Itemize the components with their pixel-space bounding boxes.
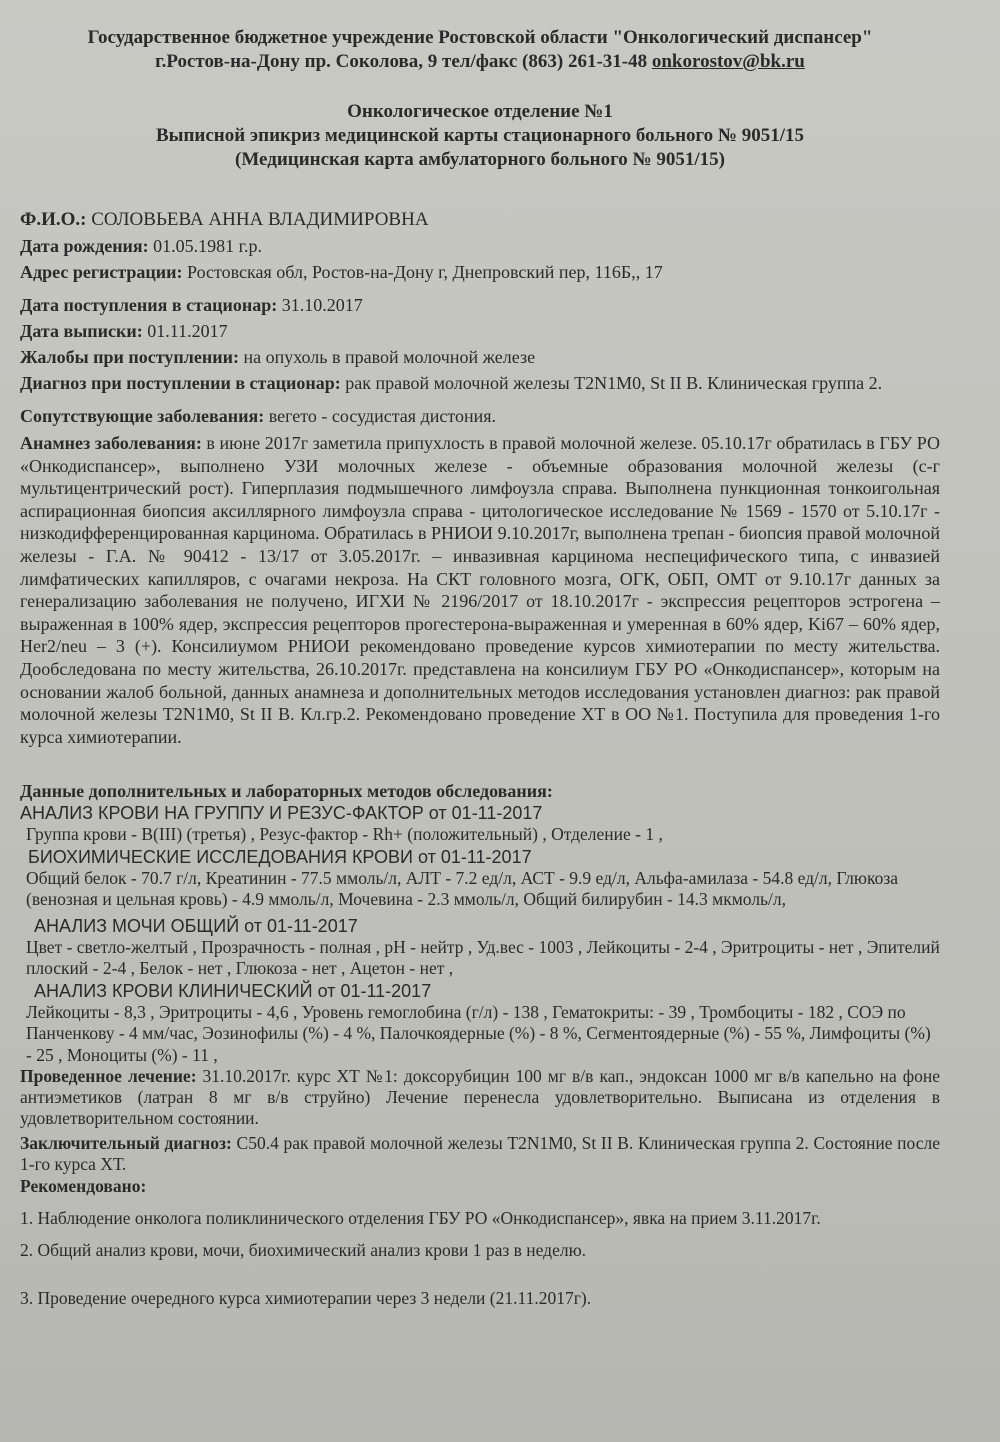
address-field [20, 261, 940, 284]
anamnesis-paragraph [20, 432, 940, 748]
document-subtitle: (Медицинская карта амбулаторного больного № 9051/15) [235, 149, 725, 170]
final-diagnosis-paragraph [20, 1133, 940, 1175]
final-diagnosis-label: Заключительный диагноз: [20, 1133, 232, 1154]
address-value: Ростовская обл, Ростов-на-Дону г, Днепровский пер, 116Б,, 17 [182, 262, 663, 282]
blood-group-title: АНАЛИЗ КРОВИ НА ГРУППУ И РЕЗУС-ФАКТОР от 01-11-2017 [20, 803, 543, 824]
diagnosis-label: Диагноз при поступлении в стационар: [20, 373, 341, 393]
address-label: Адрес регистрации: [20, 262, 183, 282]
urine-text: Цвет - светло-желтый , Прозрачность - полная , pH - нейтр , Уд.вес - 1003 , Лейкоциты - 2-4 , Эритроциты - нет , Эпителий плоский - 2-4 , Белок - нет , Глюкоза - нет , Ацетон - нет , [26, 936, 940, 979]
treatment-label: Проведенное лечение: [20, 1066, 197, 1087]
final-diagnosis-text: C50.4 рак правой молочной железы T2N1M0, St II B. Клиническая группа 2. Состояние после 1-го курса ХТ. [20, 1133, 940, 1175]
discharge-label: Дата выписки: [20, 321, 143, 341]
cbc-title: АНАЛИЗ КРОВИ КЛИНИЧЕСКИЙ от 01-11-2017 [34, 980, 432, 1001]
biochem-text: Общий белок - 70.7 г/л, Креатинин - 77.5 ммоль/л, АЛТ - 7.2 ед/л, АСТ - 9.9 ед/л, Альфа-амилаза - 54.8 ед/л, Глюкоза (венозная и цельная кровь) - 4.9 ммоль/л, Мочевина - 2.3 ммоль/л, Общий билирубин - 14.3 мкмоль/л, [26, 867, 899, 910]
recommendation-item-3: 3. Проведение очередного курса химиотерапии через 3 недели (21.11.2017г). [20, 1288, 592, 1309]
anamnesis-text: в июне 2017г заметила припухлость в правой молочной железе. 05.10.17г обратилась в ГБУ РО «Онкодиспансер», выполнено УЗИ молочных железе - объемные образования молочной железы (с-г мультицентрический рост). Гиперплазия подмышечного лимфоузла справа. Выполнена пункционная тонкоигольная аспирационная биопсия аксиллярного лимфоузла справа - цитологическое исследование № 1569 - 1570 от 5.10.17г - низкодифференцированная карцинома. Обратилась в РНИОИ 9.10.2017г, выполнена трепан - биопсия правой молочной железы - Г.А. № 90412 - 13/17 от 3.05.2017г. – инвазивная карцинома неспецифического типа, с инвазией лимфатических капилляров, с очагами некроза. На СКТ головного мозга, ОГК, ОБП, ОМТ от 9.10.17г данных за генерализацию заболевания не получено, ИГХИ № 2196/2017 от 18.10.2017г - экспрессия рецепторов эстрогена – выраженная в 100% ядер, экспрессия рецепторов прогестерона-выраженная и умеренная в 60% ядер, Ki67 – 60% ядер, Her2/neu – 3 (+). Консилиумом РНИОИ рекомендовано проведение курсов химиотерапии по месту жительства. Дообследована по месту жительства, 26.10.2017г. представлена на консилиум ГБУ РО «Онкодиспансер», которым на основании жалоб больной, данных анамнеза и дополнительных методов исследования установлен диагноз: рак правой молочной железы T2N1M0, St II B. Кл.гр.2. Рекомендовано проведение ХТ в ОО №1. Поступила для проведения 1-го курса химиотерапии. [20, 433, 940, 747]
comorbid-value: вегето - сосудистая дистония. [264, 406, 497, 426]
institution-header [20, 26, 940, 74]
comorbid-label: Сопутствующие заболевания: [20, 406, 265, 426]
birth-value: 01.05.1981 г.р. [148, 236, 263, 256]
discharge-value: 01.11.2017 [142, 321, 228, 341]
birth-label: Дата рождения: [20, 236, 149, 256]
biochem-title: БИОХИМИЧЕСКИЕ ИССЛЕДОВАНИЯ КРОВИ от 01-11-2017 [28, 846, 532, 867]
urine-title: АНАЛИЗ МОЧИ ОБЩИЙ от 01-11-2017 [34, 915, 358, 936]
treatment-paragraph [20, 1066, 940, 1129]
labs-title: Данные дополнительных и лабораторных методов обследования: [20, 781, 553, 802]
anamnesis-label: Анамнез заболевания: [20, 433, 202, 453]
institution-contacts [20, 50, 940, 74]
institution-email: onkorostov@bk.ru [651, 51, 805, 72]
blood-group-text: Группа крови - В(III) (третья) , Резус-фактор - Rh+ (положительный) , Отделение - 1 , [26, 824, 663, 845]
birth-date-field [20, 235, 940, 258]
diagnosis-value: рак правой молочной железы T2N1M0, St II B. Клиническая группа 2. [340, 373, 883, 393]
comorbid-field [20, 405, 940, 428]
document-title-block [20, 100, 940, 172]
fio-label: Ф.И.О.: [20, 209, 87, 230]
document-title: Выписной эпикриз медицинской карты стационарного больного № 9051/15 [155, 125, 805, 146]
treatment-text: 31.10.2017г. курс ХТ №1: доксорубицин 100 мг в/в кап., эндоксан 1000 мг в/в капельно на фоне антиэметиков (латран 8 мг в/в струйно) Лечение перенесла удовлетворительно. Выписана из отделения в удовлетворительном состоянии. [20, 1066, 940, 1129]
fio-value: СОЛОВЬЕВА АННА ВЛАДИМИРОВНА [86, 209, 429, 230]
department-name: Онкологическое отделение №1 [347, 101, 613, 122]
recommendations-block [20, 1175, 940, 1309]
recommendation-item-1: 1. Наблюдение онколога поликлинического отделения ГБУ РО «Онкодиспансер», явка на прием 3.11.2017г. [20, 1208, 821, 1229]
discharge-date-field [20, 320, 940, 343]
complaints-field [20, 346, 940, 369]
complaints-label: Жалобы при поступлении: [20, 347, 239, 367]
admission-date-field [20, 294, 940, 317]
recommendations-label: Рекомендовано: [20, 1176, 147, 1197]
recommendation-item-2: 2. Общий анализ крови, мочи, биохимический анализ крови 1 раз в неделю. [20, 1240, 587, 1261]
cbc-text: Лейкоциты - 8,3 , Эритроциты - 4,6 , Уровень гемоглобина (г/л) - 138 , Гематокриты: - 39 , Тромбоциты - 182 , СОЭ по Панченкову - 4 мм/час, Эозинофилы (%) - 4 %, Палочкоядерные (%) - 8 %, Сегментоядерные (%) - 55 %, Лимфоциты (%) - 25 , Моноциты (%) - 11 , [26, 1001, 931, 1065]
admission-diagnosis-field [20, 372, 940, 395]
institution-address: г.Ростов-на-Дону пр. Соколова, 9 тел/факс (863) 261-31-48 [155, 51, 652, 72]
patient-name-field [20, 208, 940, 232]
admission-value: 31.10.2017 [277, 295, 363, 315]
institution-name: Государственное бюджетное учреждение Ростовской области "Онкологический диспансер" [87, 27, 873, 48]
admission-label: Дата поступления в стационар: [20, 295, 278, 315]
complaints-value: на опухоль в правой молочной железе [238, 347, 536, 367]
